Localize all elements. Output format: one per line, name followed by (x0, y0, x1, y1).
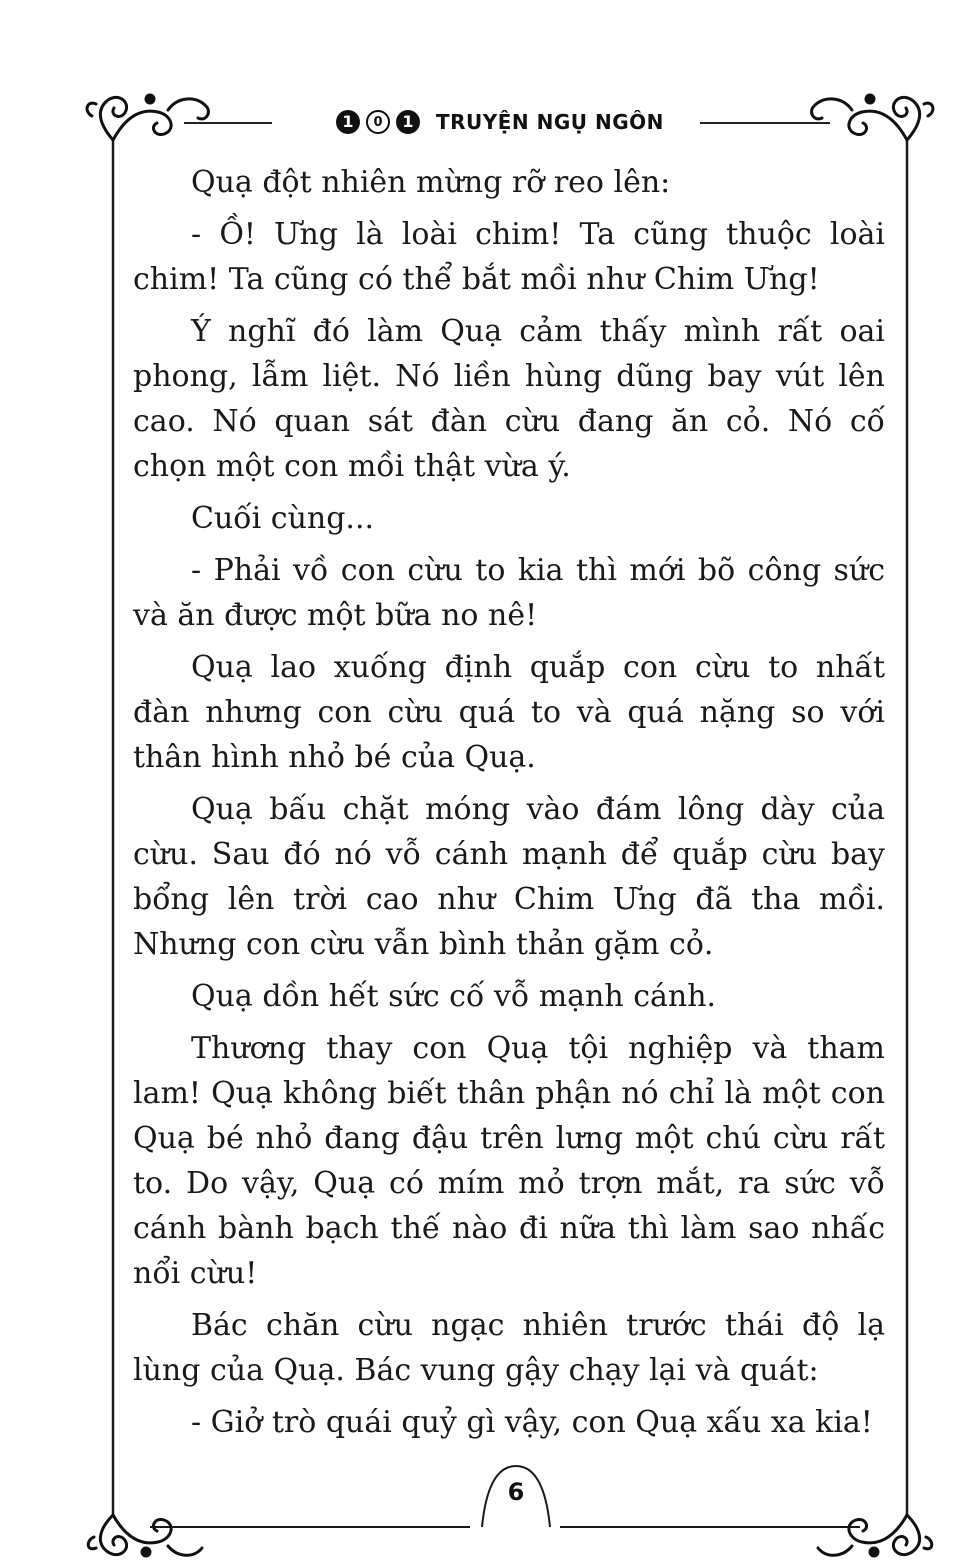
paragraph: Cuối cùng... (191, 501, 375, 536)
paragraph: Thương thay con Quạ tội nghiệp và tham lam! Quạ không biết thân phận nó chỉ là một con Quạ bé nhỏ đang đậu trên lưng một chú cừu rất to. Do vậy, Quạ có mím mỏ trợn mắt, ra sức vỗ cánh bành bạch thế nào đi nữa thì làm sao nhấc nổi cừu! (133, 1031, 885, 1291)
paragraph: Quạ dồn hết sức cố vỗ mạnh cánh. (191, 979, 717, 1014)
paragraph: - Ồ! Ưng là loài chim! Ta cũng thuộc loài chim! Ta cũng có thể bắt mồi như Chim Ưng! (133, 217, 885, 297)
logo-digit: 1 (336, 110, 360, 134)
story-text (133, 160, 885, 1452)
scroll-ornament-icon (818, 1515, 932, 1556)
header-rule-right (700, 122, 830, 124)
scroll-ornament-icon (88, 1515, 202, 1556)
paragraph: - Phải vồ con cừu to kia thì mới bõ công sức và ăn được một bữa no nê! (133, 553, 885, 633)
page-number: 6 (507, 1478, 525, 1506)
logo-digit: 0 (366, 110, 390, 134)
paragraph: Quạ lao xuống định quắp con cừu to nhất đàn nhưng con cừu quá to và quá nặng so với thân hình nhỏ bé của Quạ. (133, 650, 885, 775)
paragraph: Bác chăn cừu ngạc nhiên trước thái độ lạ lùng của Quạ. Bác vung gậy chạy lại và quát: (133, 1308, 885, 1388)
running-header (0, 98, 956, 146)
paragraph: - Giở trò quái quỷ gì vậy, con Quạ xấu xa kia! (191, 1405, 873, 1440)
header-rule-left (184, 122, 272, 124)
logo-digit: 1 (396, 110, 420, 134)
paragraph: Quạ bấu chặt móng vào đám lông dày của cừu. Sau đó nó vỗ cánh mạnh để quắp cừu bay bổng lên trời cao như Chim Ưng đã tha mồi. Nhưng con cừu vẫn bình thản gặm cỏ. (133, 792, 885, 962)
series-title (336, 104, 664, 140)
paragraph: Ý nghĩ đó làm Quạ cảm thấy mình rất oai phong, lẫm liệt. Nó liền hùng dũng bay vút lên cao. Nó quan sát đàn cừu đang ăn cỏ. Nó cố chọn một con mồi thật vừa ý. (133, 314, 885, 484)
book-title: TRUYỆN NGỤ NGÔN (436, 110, 664, 134)
paragraph: Quạ đột nhiên mừng rỡ reo lên: (191, 165, 671, 200)
